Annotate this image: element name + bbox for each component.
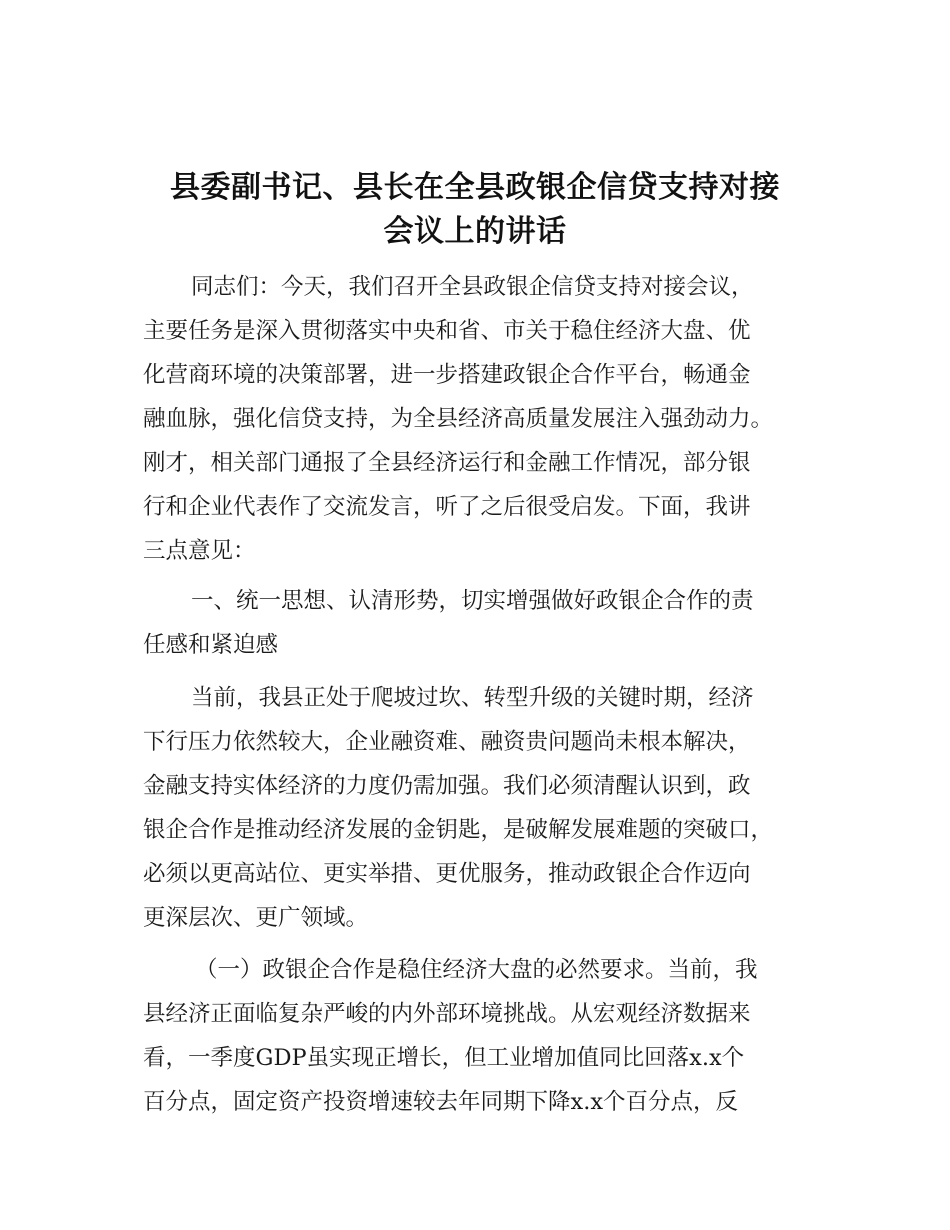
paragraph-line: 百分点，固定资产投资增速较去年同期下降x.x个百分点，反 [143, 1089, 739, 1115]
paragraph-line: 银企合作是推动经济发展的金钥匙，是破解发展难题的突破口， [143, 817, 774, 843]
title-line-1: 县委副书记、县长在全县政银企信贷支持对接 [170, 170, 780, 205]
paragraph-line: 同志们：今天，我们召开全县政银企信贷支持对接会议， [191, 274, 754, 300]
section-heading-line: 任感和紧迫感 [143, 632, 279, 658]
paragraph-line: 下行压力依然较大，企业融资难、融资贵问题尚未根本解决， [143, 729, 751, 755]
paragraph-line: 看，一季度GDP虽实现正增长，但工业增加值同比回落x.x个 [143, 1045, 745, 1071]
paragraph-line: 当前，我县正处于爬坡过坎、转型升级的关键时期，经济 [191, 685, 754, 711]
paragraph-line: 化营商环境的决策部署，进一步搭建政银企合作平台，畅通金 [143, 362, 751, 388]
paragraph-line: 县经济正面临复杂严峻的内外部环境挑战。从宏观经济数据来 [143, 1001, 751, 1027]
paragraph-line: 行和企业代表作了交流发言，听了之后很受启发。下面，我讲 [143, 494, 751, 520]
paragraph-line: 三点意见： [143, 538, 256, 564]
document-title [100, 166, 850, 254]
paragraph-line: 必须以更高站位、更实举措、更优服务，推动政银企合作迈向 [143, 861, 751, 887]
paragraph-line: 更深层次、更广领域。 [143, 905, 369, 931]
subsection-line: （一）政银企合作是稳住经济大盘的必然要求。当前，我 [195, 957, 758, 983]
paragraph-line: 金融支持实体经济的力度仍需加强。我们必须清醒认识到，政 [143, 773, 751, 799]
paragraph-line: 刚才，相关部门通报了全县经济运行和金融工作情况，部分银 [143, 450, 751, 476]
section-heading-line: 一、统一思想、认清形势，切实增强做好政银企合作的责 [191, 588, 754, 614]
paragraph-line: 主要任务是深入贯彻落实中央和省、市关于稳住经济大盘、优 [143, 318, 751, 344]
paragraph-line: 融血脉，强化信贷支持，为全县经济高质量发展注入强劲动力。 [143, 406, 774, 432]
title-line-2: 会议上的讲话 [383, 214, 567, 249]
